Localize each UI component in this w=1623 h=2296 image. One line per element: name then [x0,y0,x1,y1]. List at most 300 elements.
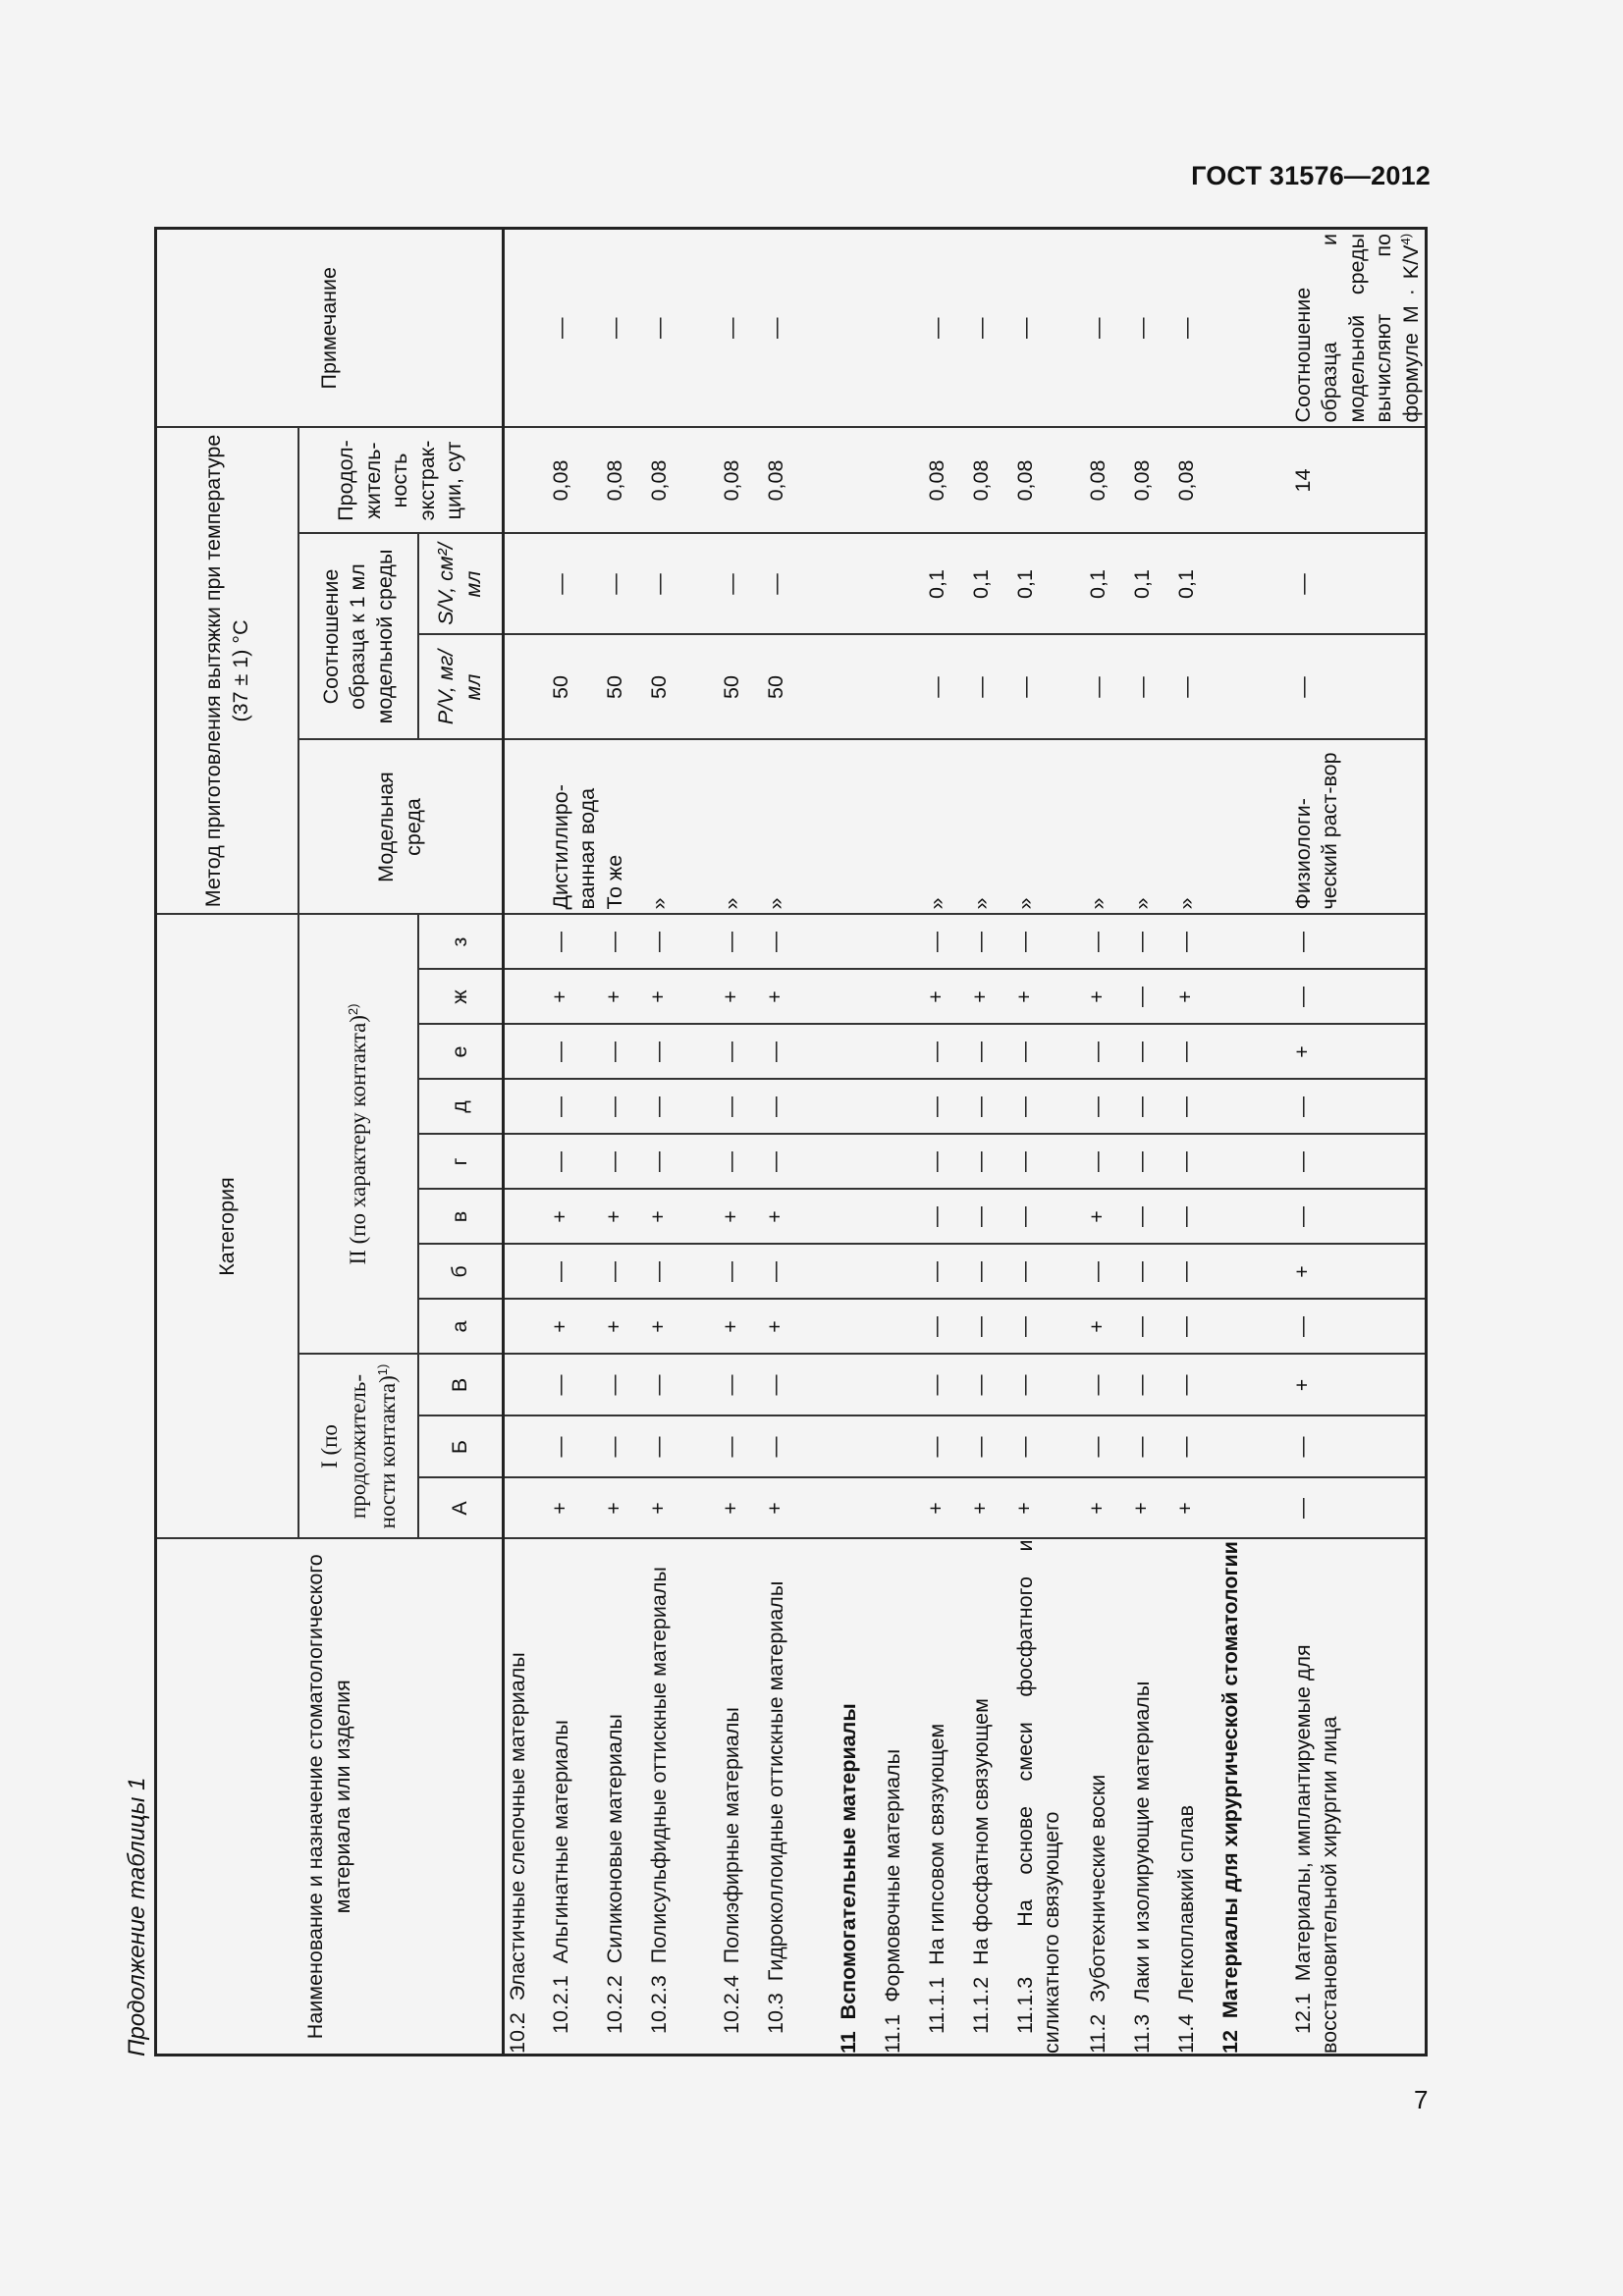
dur-cell: 0,08 [1129,427,1173,533]
column-header-cat2: II (по характеру контакта)$^{2)}$ [298,915,418,1355]
sv-cell: — [548,534,602,635]
row-name-cell [1012,1539,1085,2056]
sv-cell: — [719,534,763,635]
column-header-method: Метод приготовления вытяжки при температуре (37 ± 1) °С [156,427,299,914]
category-mark-cell [836,915,880,970]
category-mark-cell: — [1085,915,1129,970]
category-mark-cell: + [763,1478,836,1539]
table-row [1012,228,1085,2055]
row-title: На гипсовом связующем [924,1723,948,1965]
category-mark-cell: — [548,1416,602,1478]
column-header-name: Наименование и назначение стоматологического материала или изделия [156,1539,504,2056]
pv-cell: — [924,635,968,740]
category-mark-cell: — [1173,1245,1217,1300]
note-cell: — [646,228,719,427]
sv-cell [836,534,880,635]
category-mark-cell: + [548,1190,602,1245]
category-mark-cell [1217,1355,1290,1416]
note-cell: — [602,228,646,427]
row-number: 11.1.3 [1012,1976,1037,2034]
category-mark-cell [880,1416,924,1478]
category-mark-cell: — [1129,1135,1173,1190]
category-mark-cell: + [646,1478,719,1539]
category-mark-cell: — [719,1135,763,1190]
column-header-ratio: Соотношение образца к 1 мл модельной среды [298,534,418,740]
row-name-cell [646,1539,719,2056]
dur-cell: 0,08 [548,427,602,533]
category-mark-cell: + [602,970,646,1025]
sv-cell: — [602,534,646,635]
row-number: 10.2.2 [602,1975,626,2034]
rotated-table-area [118,216,1429,2056]
category-mark-cell [504,1300,548,1355]
note-cell [836,228,880,427]
category-mark-cell: — [719,1025,763,1080]
category-mark-cell [504,1478,548,1539]
category-mark-cell [504,1135,548,1190]
category-mark-cell: — [1173,1300,1217,1355]
category-mark-cell [504,1416,548,1478]
table-row [836,228,880,2055]
category-mark-cell: — [548,1355,602,1416]
category-mark-cell: — [1290,1135,1427,1190]
pv-cell: — [968,635,1012,740]
note-cell: — [1129,228,1173,427]
category-mark-cell: — [1129,970,1173,1025]
table-body [504,228,1427,2055]
category-mark-cell [880,1135,924,1190]
subheader-pv: P/V, мг/мл [418,635,504,740]
category-mark-cell: — [1173,1416,1217,1478]
category-mark-cell: — [646,1355,719,1416]
table-row [1129,228,1173,2055]
category-mark-cell: — [763,1355,836,1416]
column-header-medium: Модельная среда [298,740,504,915]
category-mark-cell: — [602,1416,646,1478]
category-mark-cell: — [1129,1300,1173,1355]
category-mark-cell [1217,915,1290,970]
note-cell: — [548,228,602,427]
dur-cell: 0,08 [1173,427,1217,533]
category-mark-cell: + [1290,1245,1427,1300]
note-cell: — [968,228,1012,427]
row-title: Материалы для хирургической стоматологии [1217,1541,1242,2019]
category-mark-cell [1217,1190,1290,1245]
category-mark-cell: + [763,1300,836,1355]
category-mark-cell: — [1012,1245,1085,1300]
table-row [880,228,924,2055]
sv-cell: 0,1 [1012,534,1085,635]
note-cell: — [1173,228,1217,427]
category-mark-cell: — [1290,1190,1427,1245]
category-mark-cell: — [646,1080,719,1135]
category-mark-cell: + [646,1190,719,1245]
category-mark-cell: + [968,1478,1012,1539]
subheader-cat2-a: а [418,1300,504,1355]
category-mark-cell: + [646,970,719,1025]
medium-cell [1217,740,1290,915]
category-mark-cell: — [924,1355,968,1416]
medium-cell: » [763,740,836,915]
pv-cell [880,635,924,740]
sv-cell: 0,1 [968,534,1012,635]
category-mark-cell: — [646,915,719,970]
category-mark-cell: — [646,1245,719,1300]
sv-cell [1217,534,1290,635]
row-title: Силиконовые материалы [602,1714,626,1964]
pv-cell [1217,635,1290,740]
category-mark-cell [836,1355,880,1416]
category-mark-cell: — [1012,1135,1085,1190]
category-mark-cell: — [646,1135,719,1190]
row-name-cell [836,1539,880,2056]
category-mark-cell [1217,1135,1290,1190]
medium-cell: » [1129,740,1173,915]
category-mark-cell: — [763,1135,836,1190]
category-mark-cell: — [602,915,646,970]
category-mark-cell: — [1012,1080,1085,1135]
category-mark-cell: + [602,1190,646,1245]
row-name-cell [924,1539,968,2056]
category-mark-cell: — [1290,1080,1427,1135]
category-mark-cell [504,1355,548,1416]
medium-cell: То же [602,740,646,915]
category-mark-cell: + [548,1300,602,1355]
category-mark-cell [880,915,924,970]
subheader-cat2-z: з [418,915,504,970]
dur-cell: 0,08 [719,427,763,533]
category-mark-cell: — [1129,1080,1173,1135]
category-mark-cell: + [602,1478,646,1539]
category-mark-cell [836,1025,880,1080]
column-header-cat1: I (по продолжитель-ности контакта)$^{1)}$ [298,1355,418,1539]
category-mark-cell: + [763,1190,836,1245]
category-mark-cell: + [719,1300,763,1355]
pv-cell: 50 [719,635,763,740]
row-name-cell [602,1539,646,2056]
note-cell: Соотношение образца и модельной среды вычисляют по формуле $M \cdot K/V^{4)}$ [1290,228,1427,427]
page-number: 7 [1414,2085,1429,2114]
row-title: Полиэфирные материалы [719,1707,743,1964]
note-cell: — [1012,228,1085,427]
pv-cell: 50 [548,635,602,740]
medium-cell: » [1085,740,1129,915]
pv-cell: 50 [602,635,646,740]
category-mark-cell: — [1012,1300,1085,1355]
medium-cell: Физиологи-ческий раст-вор [1290,740,1427,915]
category-mark-cell: — [763,1025,836,1080]
row-number: 11.1.2 [968,1976,993,2034]
sv-cell: — [763,534,836,635]
category-mark-cell: + [1085,1300,1129,1355]
row-number: 10.2.3 [646,1975,671,2034]
subheader-cat1-V: В [418,1355,504,1416]
category-mark-cell [836,1190,880,1245]
row-name-cell [1173,1539,1217,2056]
row-title: Вспомогательные материалы [836,1703,860,2020]
category-mark-cell: — [719,1245,763,1300]
category-mark-cell: — [719,1355,763,1416]
category-mark-cell [1217,1416,1290,1478]
category-mark-cell: — [1085,1135,1129,1190]
subheader-cat2-d: д [418,1080,504,1135]
medium-cell: » [719,740,763,915]
category-mark-cell [504,1025,548,1080]
row-number: 10.2.1 [548,1975,572,2034]
category-mark-cell [880,970,924,1025]
subheader-cat2-e: е [418,1025,504,1080]
row-title: Гидроколлоидные оттискные материалы [763,1580,787,1982]
note-cell [1217,228,1290,427]
category-mark-cell: — [1012,1416,1085,1478]
medium-cell: » [1173,740,1217,915]
row-number: 10.2.4 [719,1975,743,2034]
category-mark-cell: — [763,1080,836,1135]
row-name-cell [719,1539,763,2056]
category-mark-cell: + [924,1478,968,1539]
sv-cell: — [1290,534,1427,635]
dur-cell: 0,08 [646,427,719,533]
category-mark-cell: — [1012,1355,1085,1416]
sv-cell: 0,1 [924,534,968,635]
category-mark-cell: — [968,1355,1012,1416]
pv-cell: — [1129,635,1173,740]
row-name-cell [548,1539,602,2056]
row-name-cell [968,1539,1012,2056]
category-mark-cell [880,1355,924,1416]
category-mark-cell: + [548,970,602,1025]
category-mark-cell: — [968,1190,1012,1245]
category-mark-cell: + [1290,1025,1427,1080]
dur-cell [880,427,924,533]
category-mark-cell: — [924,1080,968,1135]
category-mark-cell: — [548,1135,602,1190]
category-mark-cell: — [602,1355,646,1416]
row-title: Эластичные слепочные материалы [506,1652,529,2002]
category-mark-cell [880,1245,924,1300]
category-mark-cell: — [924,1245,968,1300]
category-mark-cell: — [1129,1245,1173,1300]
category-mark-cell [504,1245,548,1300]
table-row [548,228,602,2055]
sv-cell: 0,1 [1173,534,1217,635]
category-mark-cell: — [968,1135,1012,1190]
category-mark-cell: + [1085,970,1129,1025]
category-mark-cell [880,1190,924,1245]
category-mark-cell: — [548,1080,602,1135]
row-title: Формовочные материалы [880,1748,904,2002]
category-mark-cell [1217,1025,1290,1080]
table-row [1173,228,1217,2055]
sv-cell: 0,1 [1129,534,1173,635]
category-mark-cell: — [646,1416,719,1478]
row-name-cell [1129,1539,1173,2056]
subheader-cat1-B: Б [418,1416,504,1478]
subheader-cat2-g: г [418,1135,504,1190]
category-mark-cell: + [719,1478,763,1539]
category-mark-cell [836,970,880,1025]
category-mark-cell: — [968,1245,1012,1300]
category-mark-cell [880,1080,924,1135]
category-mark-cell [504,970,548,1025]
row-number: 12 [1217,2030,1242,2054]
dur-cell: 0,08 [1085,427,1129,533]
category-mark-cell: — [548,1025,602,1080]
category-mark-cell: — [763,1245,836,1300]
table-continuation-caption: Продолжение таблицы 1 [124,1777,150,2056]
row-name-cell [504,1539,548,2056]
medium-cell: » [1012,740,1085,915]
category-mark-cell: — [924,915,968,970]
category-mark-cell: + [1290,1355,1427,1416]
category-mark-cell: — [1012,1025,1085,1080]
category-mark-cell [836,1135,880,1190]
note-cell: — [924,228,968,427]
category-mark-cell [504,915,548,970]
dur-cell: 0,08 [602,427,646,533]
pv-cell: — [1012,635,1085,740]
category-mark-cell [1217,970,1290,1025]
row-title: На основе смеси фосфатного и силикатного связующего [1012,1539,1064,2054]
category-mark-cell: — [548,915,602,970]
category-mark-cell: — [1173,1190,1217,1245]
category-mark-cell: — [924,1190,968,1245]
category-mark-cell: + [548,1478,602,1539]
medium-cell [504,740,548,915]
category-mark-cell: + [719,1190,763,1245]
dur-cell: 0,08 [1012,427,1085,533]
category-mark-cell: — [1085,1245,1129,1300]
category-mark-cell: + [719,970,763,1025]
table-row [719,228,763,2055]
category-mark-cell: — [1173,1080,1217,1135]
table-row [968,228,1012,2055]
note-cell: — [1085,228,1129,427]
category-mark-cell: — [1173,1355,1217,1416]
category-mark-cell: — [763,1416,836,1478]
medium-cell [880,740,924,915]
table-row [646,228,719,2055]
category-mark-cell: — [1290,1300,1427,1355]
category-mark-cell: — [646,1025,719,1080]
category-mark-cell: — [1085,1025,1129,1080]
category-mark-cell: — [1290,1478,1427,1539]
category-mark-cell: + [1173,970,1217,1025]
materials-table [154,227,1428,2056]
category-mark-cell: — [719,915,763,970]
category-mark-cell: + [1012,970,1085,1025]
category-mark-cell: — [968,1025,1012,1080]
category-mark-cell: + [968,970,1012,1025]
table-row [1217,228,1290,2055]
pv-cell: — [1173,635,1217,740]
category-mark-cell: — [1012,915,1085,970]
medium-cell: » [968,740,1012,915]
table-row [602,228,646,2055]
category-mark-cell: — [548,1245,602,1300]
pv-cell: — [1290,635,1427,740]
category-mark-cell: — [1085,1355,1129,1416]
row-title: Полисульфидные оттискные материалы [646,1567,671,1964]
pv-cell: 50 [763,635,836,740]
dur-cell: 0,08 [968,427,1012,533]
table-row [504,228,548,2055]
subheader-sv: S/V, см²/мл [418,534,504,635]
category-mark-cell: — [1129,1355,1173,1416]
category-mark-cell: — [968,1416,1012,1478]
category-mark-cell [1217,1478,1290,1539]
row-name-cell [1217,1539,1290,2056]
table-row [924,228,968,2055]
table-row [1290,228,1427,2055]
row-number: 10.3 [763,1993,787,2034]
category-mark-cell: — [602,1135,646,1190]
sv-cell: 0,1 [1085,534,1129,635]
row-number: 11.4 [1173,2013,1198,2054]
column-header-category: Категория [156,915,299,1539]
category-mark-cell: + [1085,1478,1129,1539]
category-mark-cell: — [602,1080,646,1135]
row-number: 11.2 [1085,2013,1109,2054]
row-number: 11.3 [1129,2013,1154,2054]
table-row [1085,228,1129,2055]
category-mark-cell: + [763,970,836,1025]
category-mark-cell [504,1190,548,1245]
row-title: Материалы, имплантируемые для восстановительной хирургии лица [1290,1644,1342,2054]
category-mark-cell: — [1085,1416,1129,1478]
note-cell: — [719,228,763,427]
category-mark-cell: + [1173,1478,1217,1539]
category-mark-cell: — [1290,915,1427,970]
category-mark-cell [1217,1245,1290,1300]
subheader-cat2-b: б [418,1245,504,1300]
category-mark-cell: + [1085,1190,1129,1245]
category-mark-cell: — [1129,1416,1173,1478]
category-mark-cell: — [763,915,836,970]
category-mark-cell [836,1245,880,1300]
medium-cell [836,740,880,915]
dur-cell [504,427,548,533]
medium-cell: Дистиллиро-ванная вода [548,740,602,915]
category-mark-cell: — [924,1300,968,1355]
category-mark-cell [836,1478,880,1539]
dur-cell [836,427,880,533]
category-mark-cell: — [968,1080,1012,1135]
row-title: Легкоплавкий сплав [1173,1805,1198,2002]
category-mark-cell: — [1173,1135,1217,1190]
category-mark-cell: — [924,1416,968,1478]
dur-cell: 14 [1290,427,1427,533]
category-mark-cell [504,1080,548,1135]
row-number: 11 [836,2031,860,2054]
medium-cell: » [646,740,719,915]
subheader-cat1-A: А [418,1478,504,1539]
medium-cell: » [924,740,968,915]
category-mark-cell: — [968,915,1012,970]
table-header [156,228,504,2055]
category-mark-cell: — [1290,1416,1427,1478]
category-mark-cell: — [924,1135,968,1190]
category-mark-cell: — [1129,1190,1173,1245]
note-cell [880,228,924,427]
category-mark-cell: — [968,1300,1012,1355]
row-name-cell [1290,1539,1427,2056]
category-mark-cell: — [1173,915,1217,970]
category-mark-cell [880,1025,924,1080]
category-mark-cell [836,1300,880,1355]
category-mark-cell [836,1080,880,1135]
dur-cell [1217,427,1290,533]
